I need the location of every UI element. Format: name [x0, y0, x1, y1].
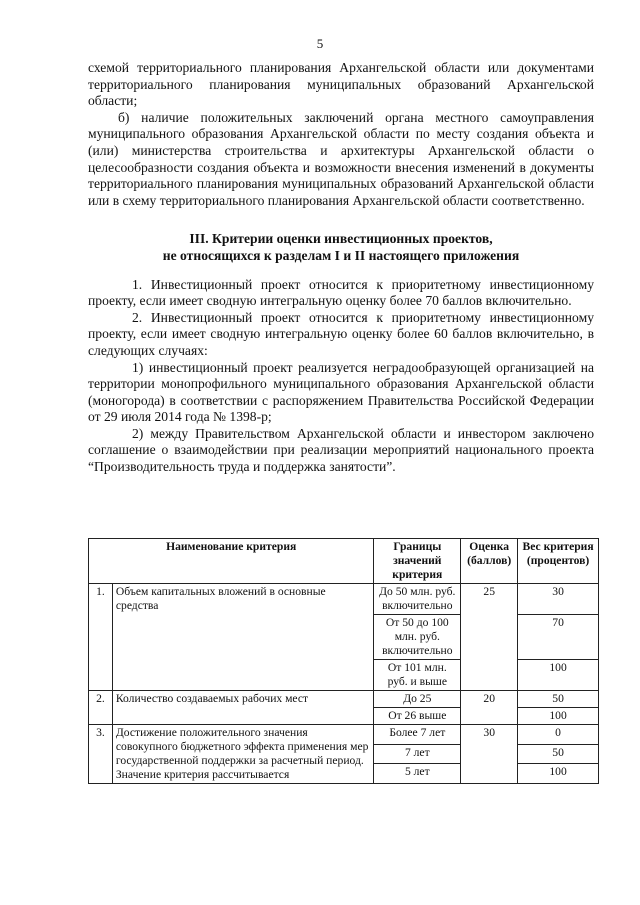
criterion-weight: 100 [518, 660, 599, 691]
criterion-weight: 30 [518, 584, 599, 615]
criterion-weight: 50 [518, 691, 599, 708]
criterion-bound: До 25 [374, 691, 461, 708]
table-header-row [89, 539, 599, 584]
table-row [89, 691, 599, 708]
paragraph: б) наличие положительных заключений органа местного самоуправления муниципального образования Архангельской области по месту создания объекта и (или) министерства строительства и архитектуры Архангельской области о целесообразности создания объекта и возможности внесения изменений в документы территориального планирования муниципальных образований Архангельской области или в схему территориального планирования Архангельской области соответственно. [88, 109, 594, 208]
row-number: 2. [89, 691, 113, 725]
criterion-weight: 0 [518, 725, 599, 745]
document-body [88, 60, 594, 476]
criteria-table [88, 538, 599, 784]
criterion-bound: Более 7 лет [374, 725, 461, 745]
header-name: Наименование критерия [89, 539, 374, 584]
row-number: 1. [89, 584, 113, 691]
table-row [89, 584, 599, 615]
header-bounds: Границы значений критерия [374, 539, 461, 584]
criterion-name: Количество создаваемых рабочих мест [112, 691, 374, 725]
criterion-score: 20 [461, 691, 518, 725]
criterion-weight: 70 [518, 615, 599, 660]
page-number: 5 [316, 36, 324, 51]
section-title-line: III. Критерии оценки инвестиционных проектов, [189, 231, 493, 247]
paragraph: 2. Инвестиционный проект относится к приоритетному инвестиционному проекту, если имеет сводную интегральную оценку более 60 баллов включительно, в следующих случаях: [88, 309, 594, 358]
criterion-bound: До 50 млн. руб. включительно [374, 584, 461, 615]
criterion-bound: 7 лет [374, 744, 461, 764]
table-row [89, 725, 599, 745]
header-score: Оценка (баллов) [461, 539, 518, 584]
criterion-weight: 100 [518, 764, 599, 784]
criterion-name: Объем капитальных вложений в основные средства [112, 584, 374, 691]
paragraph: 2) между Правительством Архангельской области и инвестором заключено соглашение о взаимодействии при реализации мероприятий национального проекта “Производительность труда и поддержка занятости”. [88, 425, 594, 475]
criterion-weight: 50 [518, 744, 599, 764]
criterion-bound: 5 лет [374, 764, 461, 784]
criterion-bound: От 101 млн. руб. и выше [374, 660, 461, 691]
section-title-line: не относящихся к разделам I и II настоящего приложения [162, 247, 520, 263]
paragraph: 1. Инвестиционный проект относится к приоритетному инвестиционному проекту, если имеет сводную интегральную оценку более 70 баллов включительно. [88, 276, 594, 309]
criterion-bound: От 50 до 100 млн. руб. включительно [374, 615, 461, 660]
row-number: 3. [89, 725, 113, 784]
criterion-score: 30 [461, 725, 518, 784]
criterion-score: 25 [461, 584, 518, 691]
paragraph: 1) инвестиционный проект реализуется неградообразующей организацией на территории монопрофильного муниципального образования Архангельской области (моногорода) в соответствии с распоряжением Правительства Российской Федерации от 29 июля 2014 года № 1398-р; [88, 359, 594, 425]
section-title [88, 231, 594, 264]
paragraph: схемой территориального планирования Архангельской области или документами территориального планирования муниципальных образований Архангельской области; [88, 60, 594, 109]
header-weight: Вес критерия (процентов) [518, 539, 599, 584]
criterion-name: Достижение положительного значения совокупного бюджетного эффекта применения мер государственной поддержки за расчетный период. Значение критерия рассчитывается [112, 725, 374, 784]
criterion-weight: 100 [518, 708, 599, 725]
criterion-bound: От 26 выше [374, 708, 461, 725]
